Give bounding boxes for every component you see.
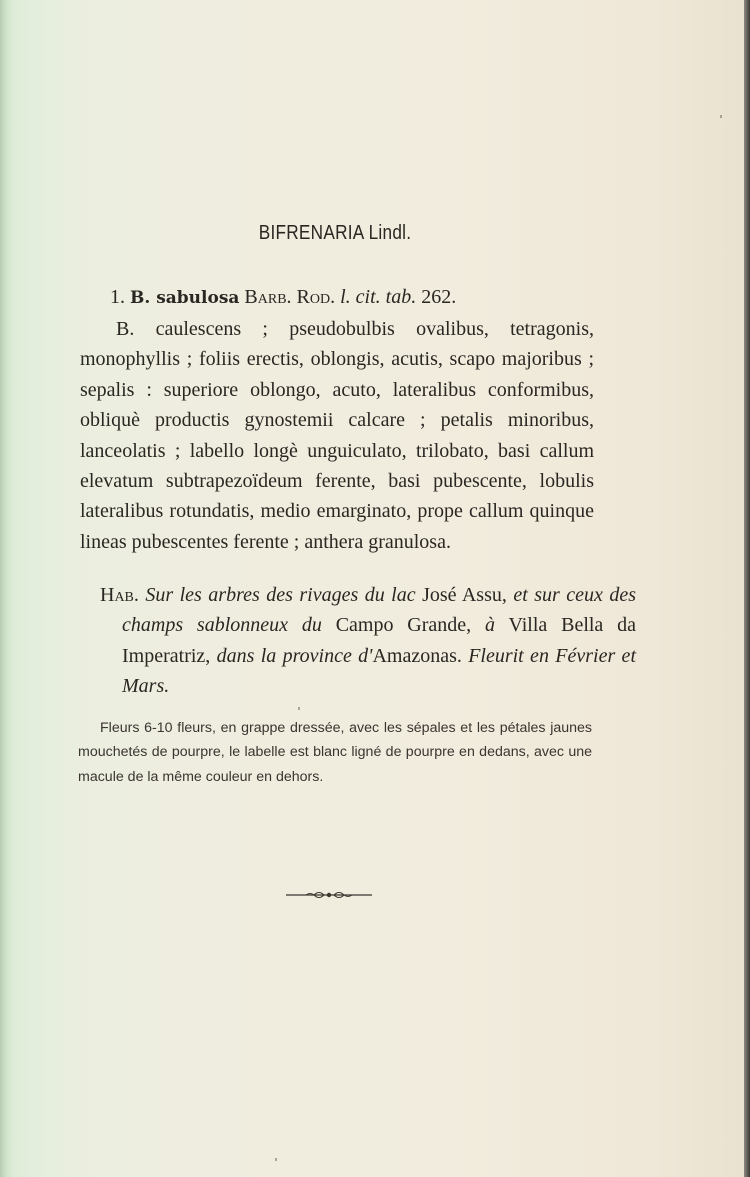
species-number: 1. (110, 286, 125, 308)
habitat-paragraph (80, 580, 636, 702)
genus-heading: BIFRENARIA Lindl. (258, 222, 412, 244)
species-citation: l. cit. tab. (340, 286, 417, 308)
habitat-place-4: Amazonas. (372, 644, 462, 667)
plate-number: 262. (421, 286, 457, 308)
paper-speck (275, 1158, 277, 1161)
paper-speck (720, 115, 722, 118)
habitat-text-1: Sur les arbres des rivages du lac (145, 584, 416, 606)
section-end-ornament (286, 888, 372, 902)
species-name: B. sabulosa (130, 288, 240, 308)
page-binding-edge (0, 0, 12, 1177)
page-right-edge (744, 0, 750, 1177)
habitat-text-2: et sur ceux des champs sablonneux du (122, 584, 637, 637)
species-author: Barb. Rod. (244, 286, 336, 308)
paper-speck (298, 707, 300, 710)
habitat-place-1: José Assu, (422, 584, 507, 606)
flower-note: Fleurs 6-10 fleurs, en grappe dressée, avec les sépales et les pétales jaunes mouchetés de pourpre, le labelle est blanc ligné de pourpre en dedans, avec une macule de la même couleur en dehors. (78, 720, 592, 785)
habitat-text-5: Fleurit en Février et Mars. (122, 644, 636, 698)
species-entry-line (80, 282, 594, 313)
habitat-label: Hab. (100, 584, 139, 606)
habitat-place-3: Villa Bella da Imperatriz, (122, 614, 637, 667)
habitat-place-2: Campo Grande, (335, 614, 472, 637)
species-description: B. caulescens ; pseudobulbis ovalibus, tetragonis, monophyllis ; foliis erectis, oblongis, acutis, scapo majoribus ; sepalis : superiore oblongo, acuto, lateralibus conformibus, obliquè productis gynostemii calcare ; petalis minoribus, lanceolatis ; labello longè unguiculato, trilobato, basi callum elevatum subtrapezoïdeum ferente, basi pubescente, lobulis lateralibus rotundatis, medio emarginato, prope callum quinque lineas pubescentes ferente ; anthera granulosa. (80, 318, 594, 553)
habitat-text-3: à (485, 614, 496, 637)
habitat-text-4: dans la province d' (216, 644, 373, 667)
